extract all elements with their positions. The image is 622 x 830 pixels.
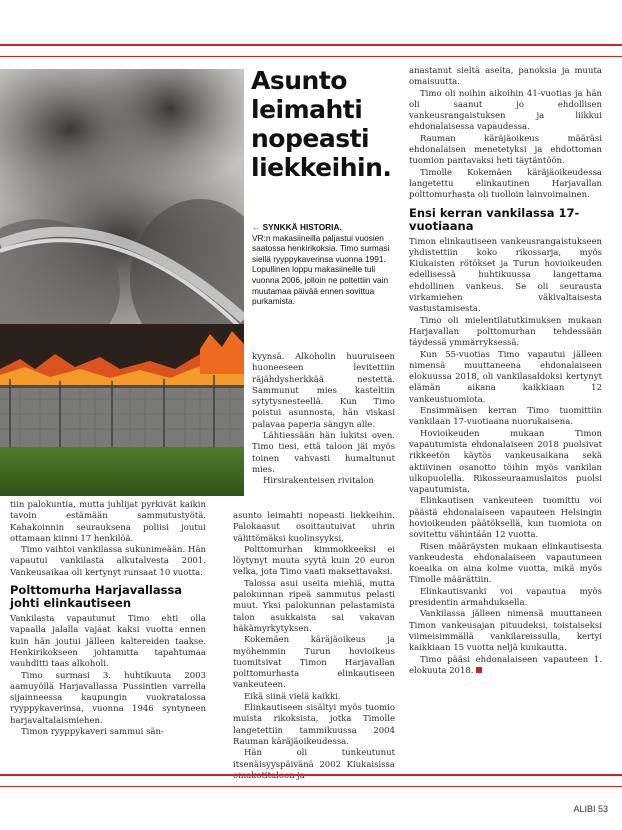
paragraph: Elinkautiseen sisältyi myös tuomio muista rikoksista, jotka Timolle langetettiin tammikuussa 2004 Rauman käräjäoikeudessa.	[233, 703, 395, 747]
paragraph-final	[409, 655, 602, 678]
bottom-rule	[0, 774, 622, 776]
paragraph: Eikä siinä vielä kaikki.	[244, 691, 341, 702]
paragraph: Vankilassa jälleen nimensä muuttaneen Timon vankeusajan pituudeksi, toistaiseksi viimeisimmällä vankilareissulla, kertyi kaikkiaan 15 vuotta neljä kuukautta.	[409, 609, 602, 654]
paragraph: Timon ryyppykaveri sammui sän-	[21, 727, 164, 738]
paragraph: Timon elinkautiseen vankeusrangaistukseen yhdistettiin koko rikossarja, myös Kiukaisten rötökset ja Turun hovioikeuden edellisessä huhtikuussa langettama ehdollinen vankeus. Se oli seurausta virkamiehen väkivaltaisesta vastustamisesta.	[409, 236, 602, 315]
column-middle-upper	[252, 352, 395, 488]
paragraph: Elinkautisen vankeuteen tuomittu voi päästä ehdonalaiseen vapauteen Helsingin hovioikeuden päätöksellä, kun tuomiota on sovitettu vähintään 12 vuotta.	[409, 496, 602, 541]
paragraph: Hovioikeuden mukaan Timon vapautumista ehdonalaiseen 2018 puolsivat rikkeetön käytös vankeusaikana sekä aktiivinen osanotto töihin myös vankilan ulkopuolella. Rikosseuraamuslaitos puolsi vapautumista.	[409, 428, 602, 496]
paragraph: Lähtiessään hän lukitsi oven. Timo tiesi, että taloon jäi myös toinen vahvasti humaltunut mies.	[252, 431, 395, 475]
paragraph: Ensimmäisen kerran Timo tuomittiin vankilaan 17-vuotiaana nuorukaisena.	[409, 406, 602, 428]
headline: Asunto leimahti nopeasti liekkeihin.	[251, 66, 392, 182]
caption-text: VR:n makasiineilla paljastui vuosien saatossa henkirikoksia. Timo surmasi siellä ryyppykaverinsa vuonna 1991. Lopullinen loppu makasiineille tuli vuonna 2006, jolloin ne poltettiin vain muutamaa päivää ennen sovittua purkamista.	[252, 232, 390, 307]
paragraph: Timo vaihtoi vankilassa sukunimeään. Hän vapautui vankilasta alkutalvesta 2001. Vankeusaikaa oli kertynyt runsaat 10 vuotta.	[10, 545, 206, 578]
end-mark-icon	[476, 667, 482, 673]
subheading: Ensi kerran vankilassa 17-vuotiaana	[409, 205, 580, 233]
paragraph: Talossa asui useita miehiä, mutta palokunnan ripeä sammutus pelasti muut. Yksi palokunnan pelastamista talon asukkaista sai vakavan häkämyrkytyksen.	[233, 578, 395, 634]
paragraph: Vankilasta vapautunut Timo ehti olla vapaalla jalalla vajaat kaksi vuotta ennen kuin hän joutui jälleen kaltereiden taakse. Henkirikokseen johtanutta tapahtumaa vauhditti taas alkoholi.	[10, 614, 206, 670]
paragraph: kyynsä. Alkoholin huuruiseen huoneeseen levitettiin räjähdysherkkää nestettä. Sammunut mies kasteltiin sytytysnesteellä. Kun Timo poistui asunnosta, hän viskasi palavaa paperia sängyn alle.	[252, 352, 395, 430]
paragraph-text: Timo pääsi ehdonalaiseen vapauteen 1. elokuuta 2018.	[409, 654, 602, 676]
subheading: Polttomurha Harjavallassa johti elinkautiseen	[10, 583, 183, 611]
column-left	[10, 500, 206, 738]
paragraph: anastanut sieltä aseita, panoksia ja muuta omaisuutta.	[409, 66, 602, 88]
paragraph: Timo oli mielentilatutkimuksen mukaan Harjavallan polttomurhan tehdessään täydessä ymmärryksessä.	[409, 315, 602, 349]
bottom-rule-thin	[0, 786, 622, 787]
paragraph: Kokemäen käräjäoikeus ja myöhemmin Turun hovioikeus tuomitsivat Timon Harjavallan polttomurhasta elinkautiseen vankeuteen.	[233, 635, 395, 691]
paragraph: Hän oli tunkeutunut itsenäisyyspäivänä 2002 Kiukaisissa	[233, 748, 395, 770]
paragraph: Timo oli noihin aikoihin 41-vuotias ja hän oli saanut jo ehdollisen vankeusrangaistuksen ja liikkui ehdonalaisessa vapaudessa.	[409, 88, 602, 133]
paragraph: Hirsirakenteisen rivitalon	[263, 476, 374, 487]
paragraph: Polttomurhan kimmokkeeksi ei löytynyt muuta syytä kuin 20 euron velka, jota Timo vaati maksettavaksi.	[233, 544, 395, 578]
paragraph: Timo surmasi 3. huhtikuuta 2003 aamuyöllä Harjavallassa Pussintien varrella sijainneessa kaupungin vuokratalossa ryyppykaverinsa, vuonna 1946 syntyneen harjavaltalaismiehen.	[10, 670, 206, 726]
fire-photo	[0, 69, 244, 496]
paragraph: asunto leimahti nopeasti liekkeihin. Palokaasut osoittautuivat uhrin välittömäksi kuolinsyyksi.	[233, 511, 395, 544]
column-right	[409, 66, 602, 677]
top-rule	[0, 44, 622, 46]
paragraph: Timolle Kokemäen käräjäoikeudessa langetettu elinkautinen Harjavallan polttomurhasta oli tuolloin lainvoimainen.	[409, 167, 602, 201]
arrow-left-icon: ←	[252, 222, 261, 232]
photo-caption	[252, 222, 392, 307]
column-middle	[233, 511, 395, 782]
caption-title: SYNKKÄ HISTORIA.	[262, 222, 342, 232]
paragraph: Kun 55-vuotias Timo vapautui jälleen nimensä muuttaneena ehdonalaiseen elokuussa 2018, oli vankilasaldoksi kertynyt elämän aikana kaikkiaan 12 vankeustuomiota.	[409, 349, 602, 405]
paragraph: Risen määräysten mukaan elinkautisesta vankeudesta ehdonalaiseen vapautuneen koeaika on aina kolme vuotta, mikä myös Timolle määrättiin.	[409, 541, 602, 586]
paragraph: Elinkautisvanki voi vapautua myös presidentin armahduksella.	[409, 586, 602, 609]
top-rule-thin	[0, 56, 622, 57]
paragraph: tiin palokuntia, mutta juhlijat pyrkivät kaikin tavoin estämään sammutustyötä. Kahakoinnin seurauksena poliisi joutui ottamaan kiinni 17 henkilöä.	[10, 500, 206, 544]
page-folio: ALIBI 53	[573, 804, 608, 814]
paragraph: Rauman käräjäoikeus määräsi ehdonalaisen menetetyksi ja ehdottoman tuomion pantavaksi heti täytäntöön.	[409, 133, 602, 167]
